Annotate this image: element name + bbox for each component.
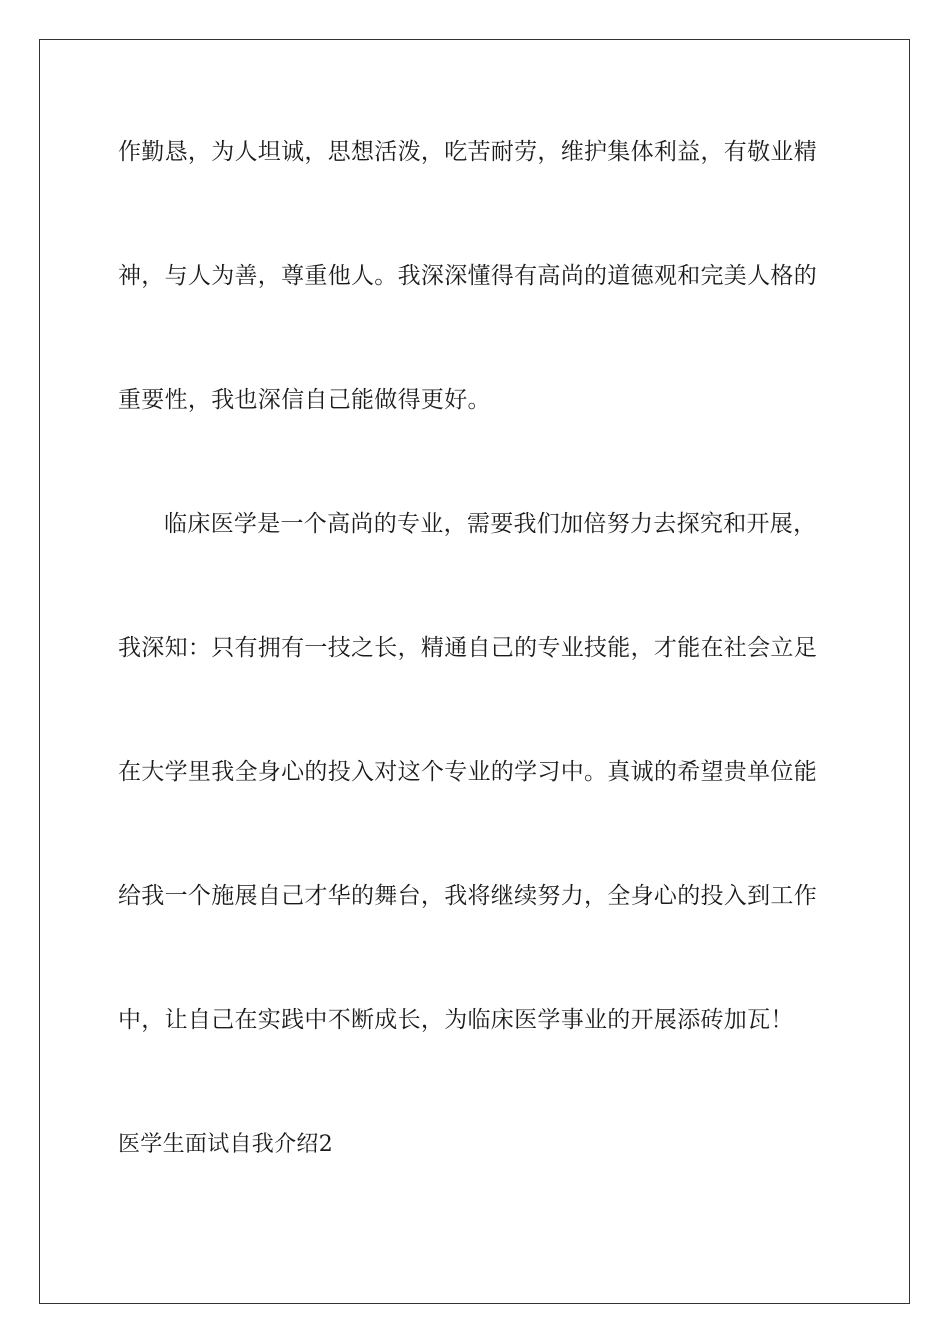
body-text-line: 重要性，我也深信自己能做得更好。 bbox=[118, 387, 491, 413]
body-text-line: 作勤恳，为人坦诚，思想活泼，吃苦耐劳，维护集体利益，有敬业精 bbox=[118, 139, 817, 165]
body-text-line: 中，让自己在实践中不断成长，为临床医学事业的开展添砖加瓦！ bbox=[118, 1007, 794, 1033]
body-text-line: 我深知：只有拥有一技之长，精通自己的专业技能，才能在社会立足 bbox=[118, 635, 817, 661]
body-text-line: 给我一个施展自己才华的舞台，我将继续努力，全身心的投入到工作 bbox=[118, 883, 817, 909]
page-frame bbox=[39, 39, 910, 1304]
body-text-line: 在大学里我全身心的投入对这个专业的学习中。真诚的希望贵单位能 bbox=[118, 759, 817, 785]
body-text-line: 神，与人为善，尊重他人。我深深懂得有高尚的道德观和完美人格的 bbox=[118, 263, 817, 289]
paragraph-start-line: 临床医学是一个高尚的专业，需要我们加倍努力去探究和开展， bbox=[164, 511, 817, 537]
section-heading: 医学生面试自我介绍2 bbox=[118, 1132, 333, 1157]
